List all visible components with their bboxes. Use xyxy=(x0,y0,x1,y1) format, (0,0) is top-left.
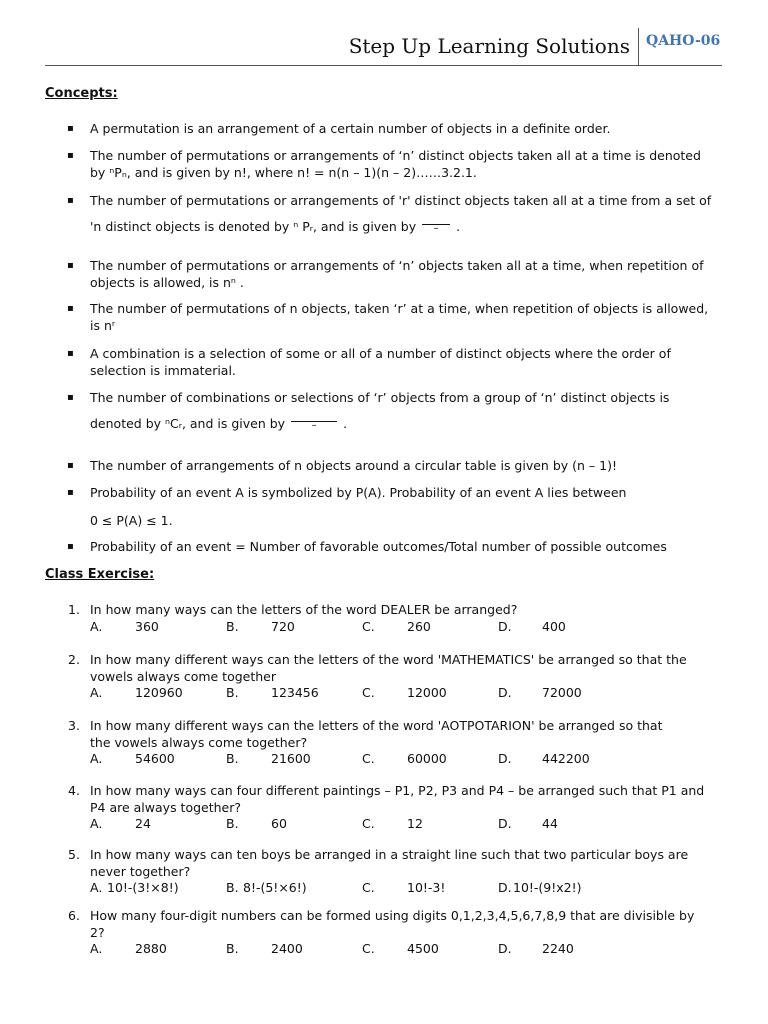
option-value: 10!-(9!x2!) xyxy=(513,880,582,895)
bullet-line: denoted by ⁿCᵣ, and is given by xyxy=(90,416,286,431)
option-letter: C. xyxy=(362,751,375,766)
document-code: QAHO-06 xyxy=(646,33,721,49)
bullet-marker: ▪ xyxy=(67,392,74,403)
formula-group xyxy=(90,218,460,235)
option-letter: C. xyxy=(362,880,375,895)
option-value: 24 xyxy=(135,816,151,831)
answer-options xyxy=(0,685,768,702)
option-value: 12000 xyxy=(407,685,447,700)
question-line: 2? xyxy=(90,924,105,940)
question-text xyxy=(90,652,730,685)
option-value: 60 xyxy=(271,816,287,831)
bullet-line: The number of permutations of n objects, taken ‘r’ at a time, when repetition of objects is allowed, xyxy=(90,301,709,316)
option-letter: D. xyxy=(498,816,512,831)
class-exercise-heading: Class Exercise: xyxy=(45,567,155,582)
question-line: P4 are always together? xyxy=(90,799,242,815)
option-value: 12 xyxy=(407,816,423,831)
formula-group xyxy=(90,415,347,432)
bullet-line: Probability of an event A is symbolized by P(A). Probability of an event A lies between xyxy=(90,485,627,500)
option-letter: C. xyxy=(362,941,375,956)
option-value: 54600 xyxy=(135,751,175,766)
question-number: 1. xyxy=(68,602,80,617)
option-value: 8!-(5!×6!) xyxy=(243,880,307,895)
bullet-marker: ▪ xyxy=(67,348,74,359)
bullet-text xyxy=(90,538,720,555)
option-value: 10!-(3!×8!) xyxy=(107,880,179,895)
concepts-heading: Concepts: xyxy=(45,86,118,101)
bullet-marker: ▪ xyxy=(67,195,74,206)
fraction-denominator: – xyxy=(311,420,317,431)
bullet-line: selection is immaterial. xyxy=(90,363,236,378)
option-letter: B. xyxy=(226,941,239,956)
bullet-text xyxy=(90,345,720,379)
question-number: 4. xyxy=(68,783,80,798)
bullet-marker: ▪ xyxy=(67,460,74,471)
option-value: 2400 xyxy=(271,941,303,956)
fraction-formula xyxy=(422,222,450,233)
bullet-text xyxy=(90,257,720,291)
fraction-denominator: – xyxy=(433,223,439,234)
question-text xyxy=(90,718,730,751)
answer-options xyxy=(0,751,768,768)
bullet-line: objects is allowed, is nⁿ . xyxy=(90,275,244,290)
option-value: 4500 xyxy=(407,941,439,956)
answer-options xyxy=(0,619,768,636)
option-letter: B. xyxy=(226,880,239,895)
bullet-line: 0 ≤ P(A) ≤ 1. xyxy=(90,513,173,528)
fraction-formula xyxy=(291,419,337,430)
question-line: In how many different ways can the letters of the word 'AOTPOTARION' be arranged so that xyxy=(90,718,663,733)
option-value: 400 xyxy=(542,618,566,634)
option-value: 60000 xyxy=(407,751,447,766)
question-line: In how many ways can ten boys be arranged in a straight line such that two particular boys are xyxy=(90,847,689,862)
question-line: In how many ways can the letters of the word DEALER be arranged? xyxy=(90,602,518,617)
question-line: vowels always come together xyxy=(90,668,277,684)
option-letter: B. xyxy=(226,685,239,700)
header-title: Step Up Learning Solutions xyxy=(348,34,630,58)
question-line: never together? xyxy=(90,863,191,879)
option-letter: D. xyxy=(498,685,512,700)
header-rule xyxy=(45,65,722,66)
option-letter: A. xyxy=(90,685,103,700)
bullet-line: A combination is a selection of some or all of a number of distinct objects where the order of xyxy=(90,346,671,361)
option-letter: A. xyxy=(90,618,103,634)
option-value: 10!-3! xyxy=(407,880,446,895)
formula-tail: . xyxy=(343,416,348,431)
option-letter: A. xyxy=(90,941,103,956)
question-number: 6. xyxy=(68,908,80,923)
answer-options xyxy=(0,816,768,833)
option-letter: D. xyxy=(498,941,512,956)
bullet-marker: ▪ xyxy=(67,150,74,161)
option-letter: A. xyxy=(90,880,103,895)
bullet-marker: ▪ xyxy=(67,260,74,271)
bullet-marker: ▪ xyxy=(67,303,74,314)
option-value: 72000 xyxy=(542,685,582,700)
option-letter: D. xyxy=(498,618,512,634)
option-value: 720 xyxy=(271,618,295,634)
bullet-line: The number of permutations or arrangements of ‘n’ distinct objects taken all at a time is denoted xyxy=(90,148,701,163)
option-letter: A. xyxy=(90,816,103,831)
question-number: 3. xyxy=(68,718,80,733)
bullet-line: The number of combinations or selections of ‘r’ objects from a group of ‘n’ distinct objects is xyxy=(90,390,670,405)
option-value: 442200 xyxy=(542,751,590,766)
bullet-marker: ▪ xyxy=(67,487,74,498)
option-letter: D. xyxy=(498,880,512,895)
bullet-marker: ▪ xyxy=(67,541,74,552)
question-text xyxy=(90,602,730,619)
formula-tail: . xyxy=(456,219,461,234)
question-number: 2. xyxy=(68,652,80,667)
question-line: How many four-digit numbers can be formed using digits 0,1,2,3,4,5,6,7,8,9 that are divisible by xyxy=(90,908,695,923)
option-letter: A. xyxy=(90,751,103,766)
option-letter: B. xyxy=(226,618,239,634)
answer-options xyxy=(0,880,768,897)
question-line: In how many different ways can the letters of the word 'MATHEMATICS' be arranged so that the xyxy=(90,652,687,667)
option-value: 260 xyxy=(407,618,431,634)
option-value: 120960 xyxy=(135,685,183,700)
header-divider xyxy=(638,28,639,65)
option-value: 21600 xyxy=(271,751,311,766)
option-value: 44 xyxy=(542,816,558,831)
bullet-line: 'n distinct objects is denoted by ⁿ Pᵣ, and is given by xyxy=(90,219,417,234)
option-value: 360 xyxy=(135,618,159,634)
option-letter: B. xyxy=(226,751,239,766)
option-value: 2880 xyxy=(135,941,167,956)
bullet-line: The number of arrangements of n objects around a circular table is given by (n – 1)! xyxy=(90,458,617,473)
question-text xyxy=(90,783,730,816)
bullet-line: The number of permutations or arrangements of ‘n’ objects taken all at a time, when repetition of xyxy=(90,258,704,273)
option-letter: C. xyxy=(362,816,375,831)
page-header xyxy=(0,0,768,70)
option-value: 2240 xyxy=(542,941,574,956)
bullet-line: The number of permutations or arrangements of 'r' distinct objects taken all at a time from a set of xyxy=(90,193,712,208)
bullet-text xyxy=(90,120,720,137)
bullet-line: is nʳ xyxy=(90,318,116,333)
bullet-text xyxy=(90,147,720,181)
option-letter: C. xyxy=(362,685,375,700)
question-line: the vowels always come together? xyxy=(90,734,308,750)
option-value: 123456 xyxy=(271,685,319,700)
bullet-text xyxy=(90,457,720,474)
bullet-line: by ⁿPₙ, and is given by n!, where n! = n(n – 1)(n – 2)……3.2.1. xyxy=(90,165,477,180)
bullet-text xyxy=(90,300,720,334)
question-line: In how many ways can four different paintings – P1, P2, P3 and P4 – be arranged such that P1 and xyxy=(90,783,705,798)
question-text xyxy=(90,847,730,880)
bullet-line: Probability of an event = Number of favorable outcomes/Total number of possible outcomes xyxy=(90,539,667,554)
bullet-line: A permutation is an arrangement of a certain number of objects in a definite order. xyxy=(90,121,611,136)
question-text xyxy=(90,908,730,941)
option-letter: B. xyxy=(226,816,239,831)
answer-options xyxy=(0,941,768,958)
question-number: 5. xyxy=(68,847,80,862)
option-letter: C. xyxy=(362,618,375,634)
option-letter: D. xyxy=(498,751,512,766)
bullet-marker: ▪ xyxy=(67,123,74,134)
